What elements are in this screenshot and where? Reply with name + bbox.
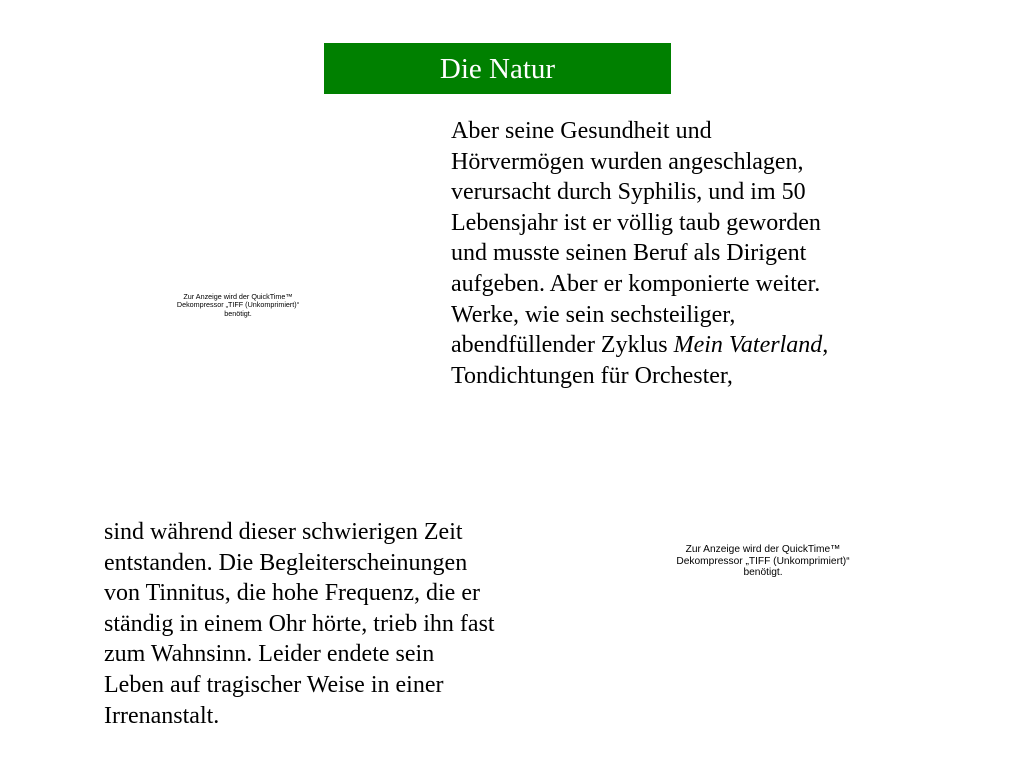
paragraph-line: Tondichtungen für Orchester, [451,362,733,389]
paragraph-line: verursacht durch Syphilis, und im 50 [451,179,806,206]
paragraph-line [451,330,921,361]
paragraph-line: ständig in einem Ohr hörte, trieb ihn fast [104,610,495,637]
paragraph-line: zum Wahnsinn. Leider endete sein [104,641,435,668]
placeholder-line: Zur Anzeige wird der QuickTime™ [183,292,293,301]
placeholder-line: Dekompressor „TIFF (Unkomprimiert)“ [176,300,300,310]
body-paragraph-top [451,116,921,391]
paragraph-line: Irrenanstalt. [104,702,220,729]
paragraph-line: entstanden. Die Begleiterscheinungen [104,549,468,576]
placeholder-line: Dekompressor „TIFF (Unkomprimiert)“ [676,555,850,567]
image-placeholder-left [163,293,313,318]
paragraph-line: Aber seine Gesundheit und [451,118,712,144]
slide-title: Die Natur [439,53,556,85]
paragraph-line: und musste seinen Beruf als Dirigent [451,240,807,267]
paragraph-line: Leben auf tragischer Weise in einer [104,671,444,698]
placeholder-line: Zur Anzeige wird der QuickTime™ [685,544,841,555]
body-paragraph-bottom [104,517,584,731]
paragraph-line: Hörvermögen wurden angeschlagen, [451,148,804,175]
placeholder-line: benötigt. [224,308,252,318]
image-placeholder-right [647,544,879,579]
paragraph-line: aufgeben. Aber er komponierte weiter. [451,270,821,297]
work-title-italic: Mein Vaterland, [673,332,829,359]
paragraph-line: sind während dieser schwierigen Zeit [104,519,463,545]
paragraph-line: Werke, wie sein sechsteiliger, [451,301,736,328]
paragraph-line: Lebensjahr ist er völlig taub geworden [451,209,821,236]
paragraph-text: abendfüllender Zyklus [451,332,674,359]
paragraph-line: von Tinnitus, die hohe Frequenz, die er [104,580,480,607]
slide-title-banner [324,43,671,94]
placeholder-line: benötigt. [743,567,783,579]
